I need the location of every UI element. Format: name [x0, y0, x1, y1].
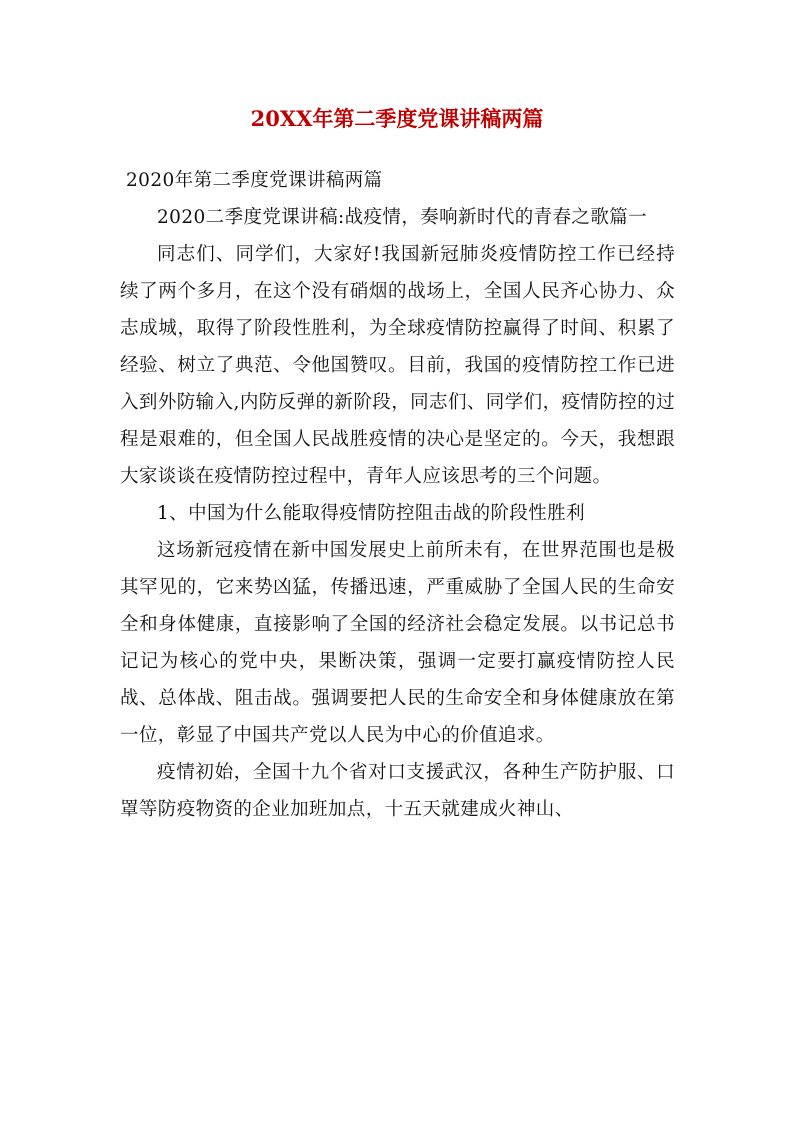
document-body: [120, 162, 675, 828]
body-paragraph: 疫情初始，全国十九个省对口支援武汉，各种生产防护服、口罩等防疫物资的企业加班加点，十五天就建成火神山、: [120, 762, 675, 820]
numbered-heading-paragraph: 1、中国为什么能取得疫情防控阻击战的阶段性胜利: [157, 503, 585, 524]
body-paragraph: 这场新冠疫情在新中国发展史上前所未有，在世界范围也是极其罕见的，它来势凶猛，传播迅速，严重威胁了全国人民的生命安全和身体健康，直接影响了全国的经济社会稳定发展。以书记总书记记为核心的党中央，果断决策，强调一定要打赢疫情防控人民战、总体战、阻击战。强调要把人民的生命安全和身体健康放在第一位，彰显了中国共产党以人民为中心的价值追求。: [120, 540, 675, 746]
document-title: 20XX年第二季度党课讲稿两篇: [250, 106, 544, 131]
subtitle-paragraph: 2020年第二季度党课讲稿两篇: [126, 170, 383, 191]
body-paragraph: 同志们、同学们，大家好!我国新冠肺炎疫情防控工作已经持续了两个多月，在这个没有硝烟的战场上，全国人民齐心协力、众志成城，取得了阶段性胜利，为全球疫情防控赢得了时间、积累了经验、树立了典范、令他国赞叹。目前，我国的疫情防控工作已进入到外防输入,内防反弹的新阶段，同志们、同学们，疫情防控的过程是艰难的，但全国人民战胜疫情的决心是坚定的。今天，我想跟大家谈谈在疫情防控过程中，青年人应该思考的三个问题。: [120, 244, 675, 487]
section-heading-paragraph: 2020二季度党课讲稿:战疫情，奏响新时代的青春之歌篇一: [157, 207, 648, 228]
